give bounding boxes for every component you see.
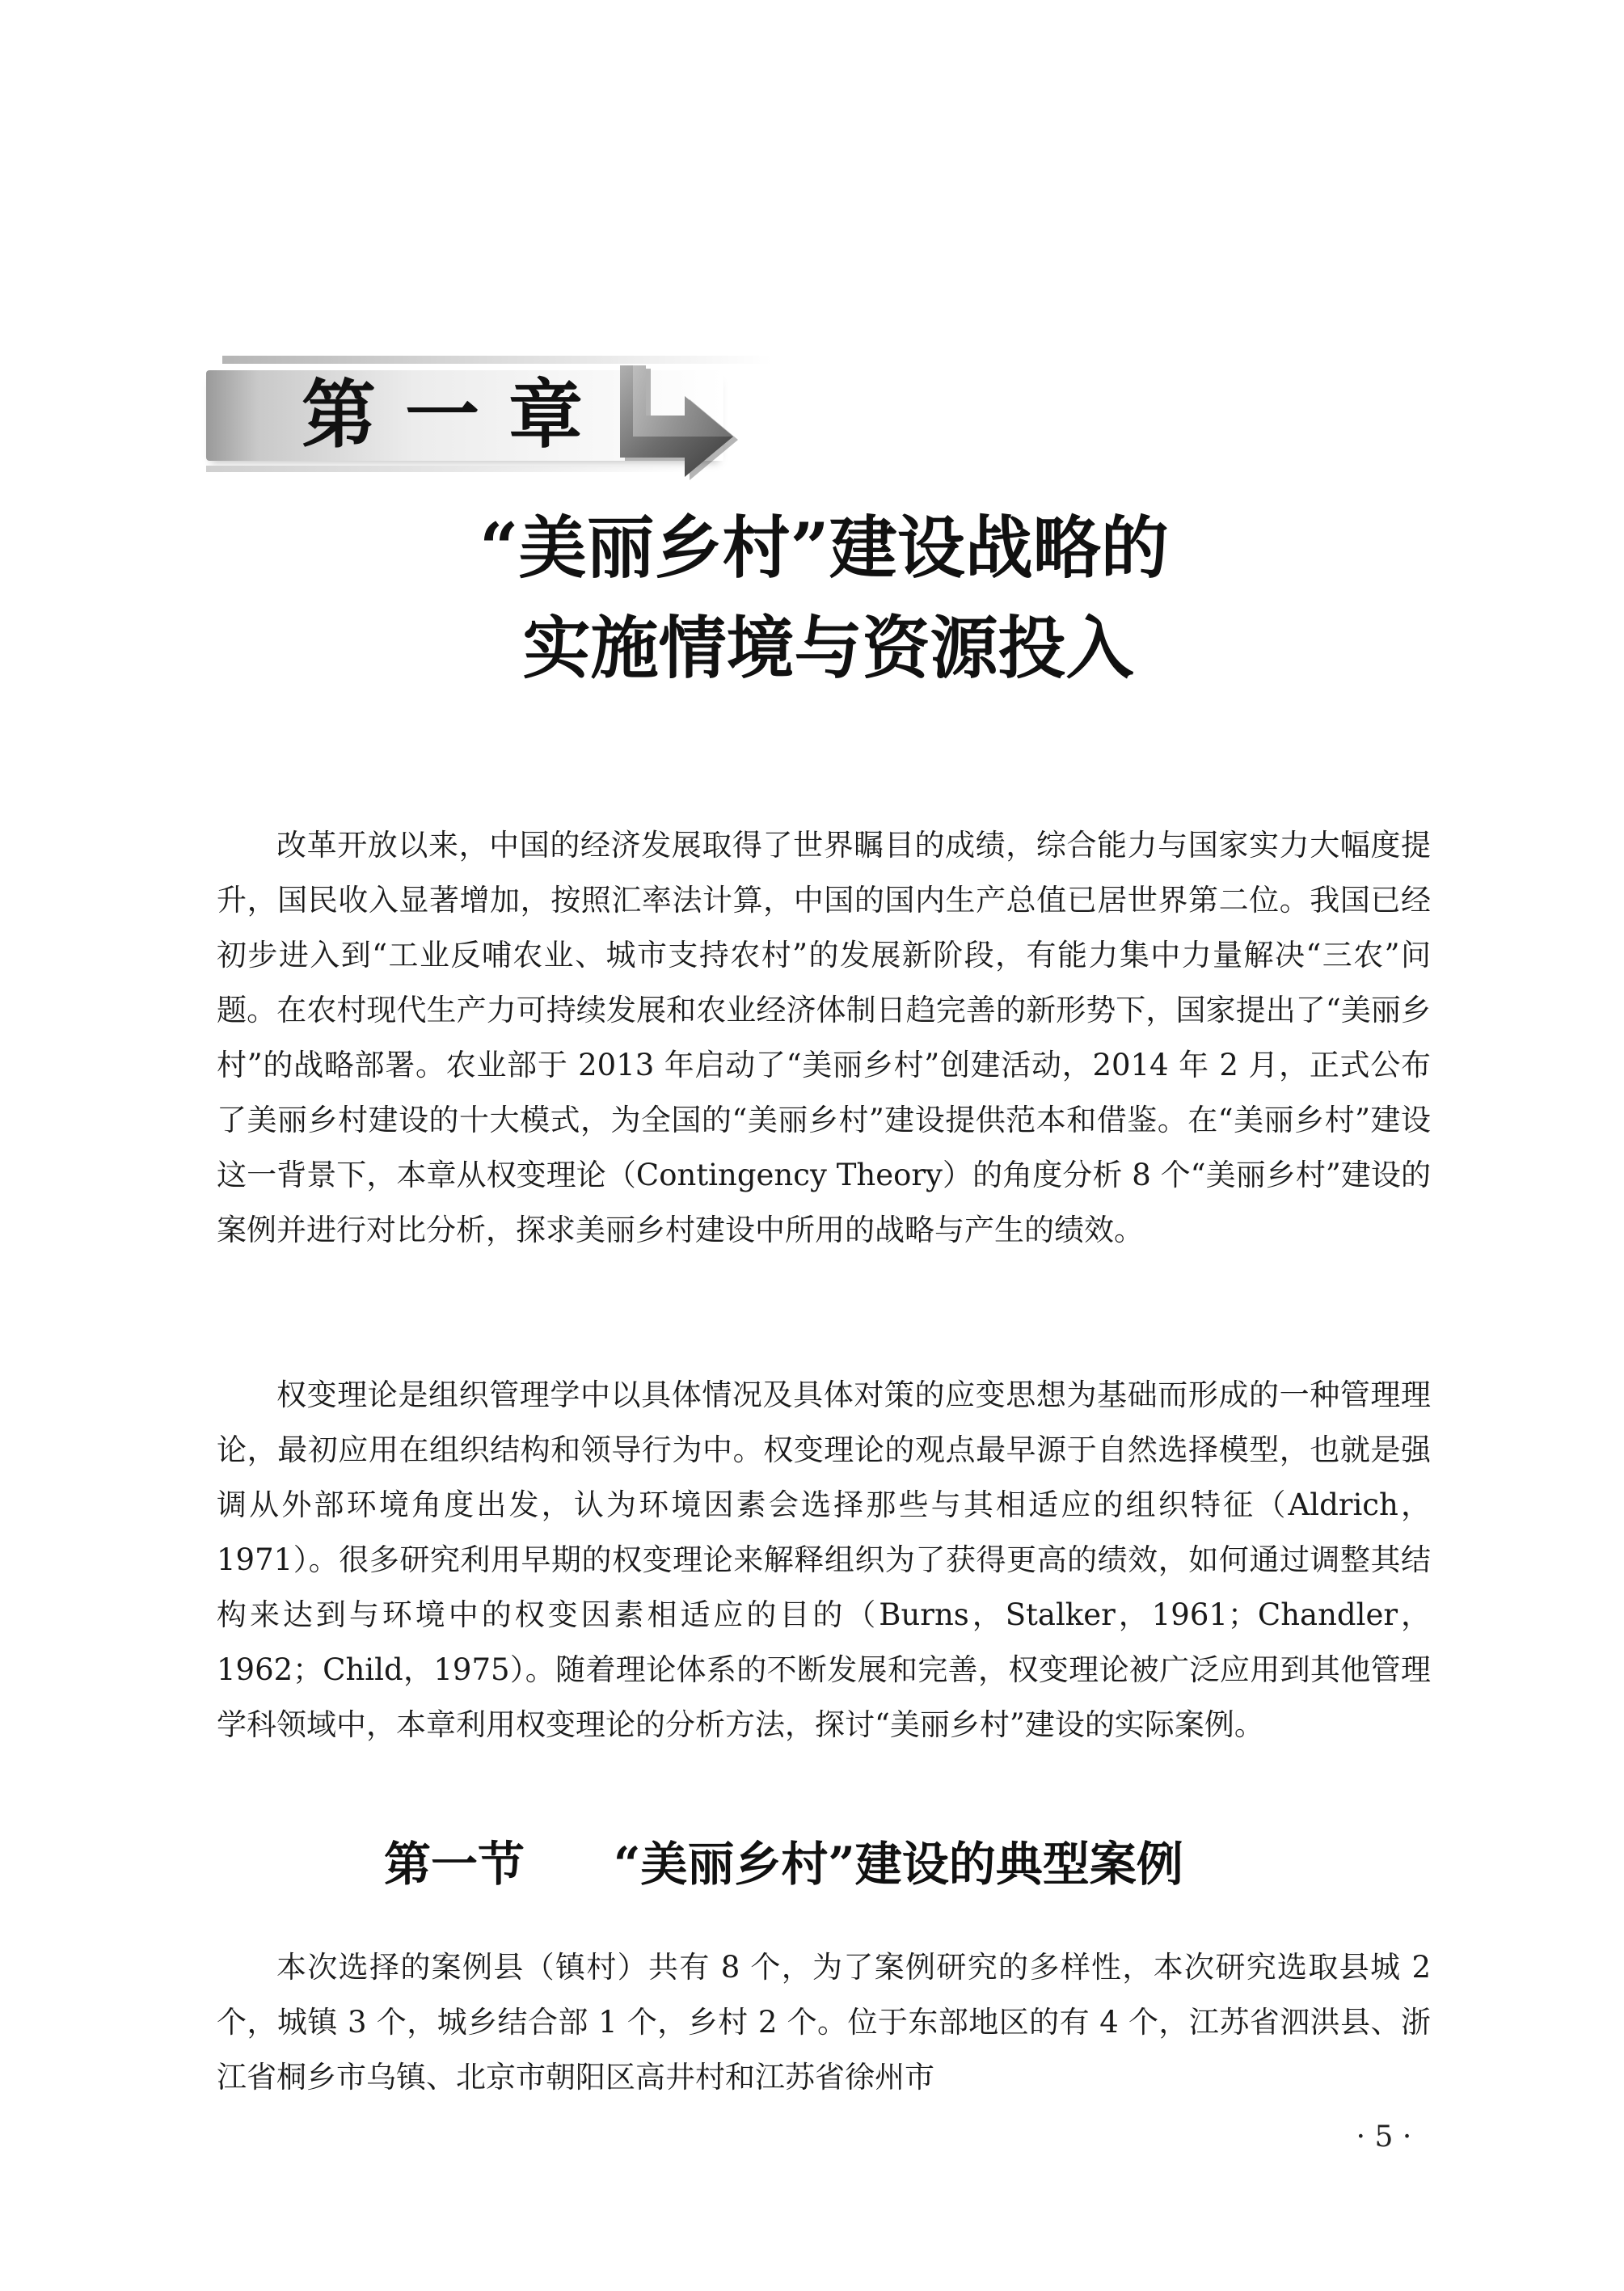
chapter-banner (206, 356, 772, 475)
section-title: “美丽乡村”建设的典型案例 (614, 1837, 1183, 1892)
chapter-title-line-2: 实施情境与资源投入 (522, 608, 1134, 688)
chapter-title-line-1: “美丽乡村”建设战略的 (479, 508, 1169, 588)
section-paragraph-1: 本次选择的案例县（镇村）共有 8 个，为了案例研究的多样性，本次研究选取县城 2 个，城镇 3 个，城乡结合部 1 个，乡村 2 个。位于东部地区的有 4 个，江苏省泗洪县、浙江省桐乡市乌镇、北京市朝阳区高井村和江苏省徐州市 (217, 1950, 1431, 2095)
body-paragraph-1: 改革开放以来，中国的经济发展取得了世界瞩目的成绩，综合能力与国家实力大幅度提升，国民收入显著增加，按照汇率法计算，中国的国内生产总值已居世界第二位。我国已经初步进入到“工业反哺农业、城市支持农村”的发展新阶段，有能力集中力量解决“三农”问题。在农村现代生产力可持续发展和农业经济体制日趋完善的新形势下，国家提出了“美丽乡村”的战略部署。农业部于 2013 年启动了“美丽乡村”创建活动，2014 年 2 月，正式公布了美丽乡村建设的十大模式，为全国的“美丽乡村”建设提供范本和借鉴。在“美丽乡村”建设这一背景下，本章从权变理论（Contingency Theory）的角度分析 8 个“美丽乡村”建设的案例并进行对比分析，探求美丽乡村建设中所用的战略与产生的绩效。 (217, 828, 1431, 1247)
chapter-label: 第一章 (302, 372, 613, 458)
section-heading (384, 1832, 1183, 1897)
body-paragraph-2: 权变理论是组织管理学中以具体情况及具体对策的应变思想为基础而形成的一种管理理论，最初应用在组织结构和领导行为中。权变理论的观点最早源于自然选择模型，也就是强调从外部环境角度出发，认为环境因素会选择那些与其相适应的组织特征（Aldrich，1971）。很多研究利用早期的权变理论来解释组织为了获得更高的绩效，如何通过调整其结构来达到与环境中的权变因素相适应的目的（Burns，Stalker，1961；Chandler，1962；Child，1975）。随着理论体系的不断发展和完善，权变理论被广泛应用到其他管理学科领域中，本章利用权变理论的分析方法，探讨“美丽乡村”建设的实际案例。 (217, 1378, 1431, 1742)
page-number: · 5 · (1356, 2120, 1412, 2154)
down-right-arrow-icon (604, 359, 741, 480)
section-number: 第一节 (384, 1837, 525, 1892)
